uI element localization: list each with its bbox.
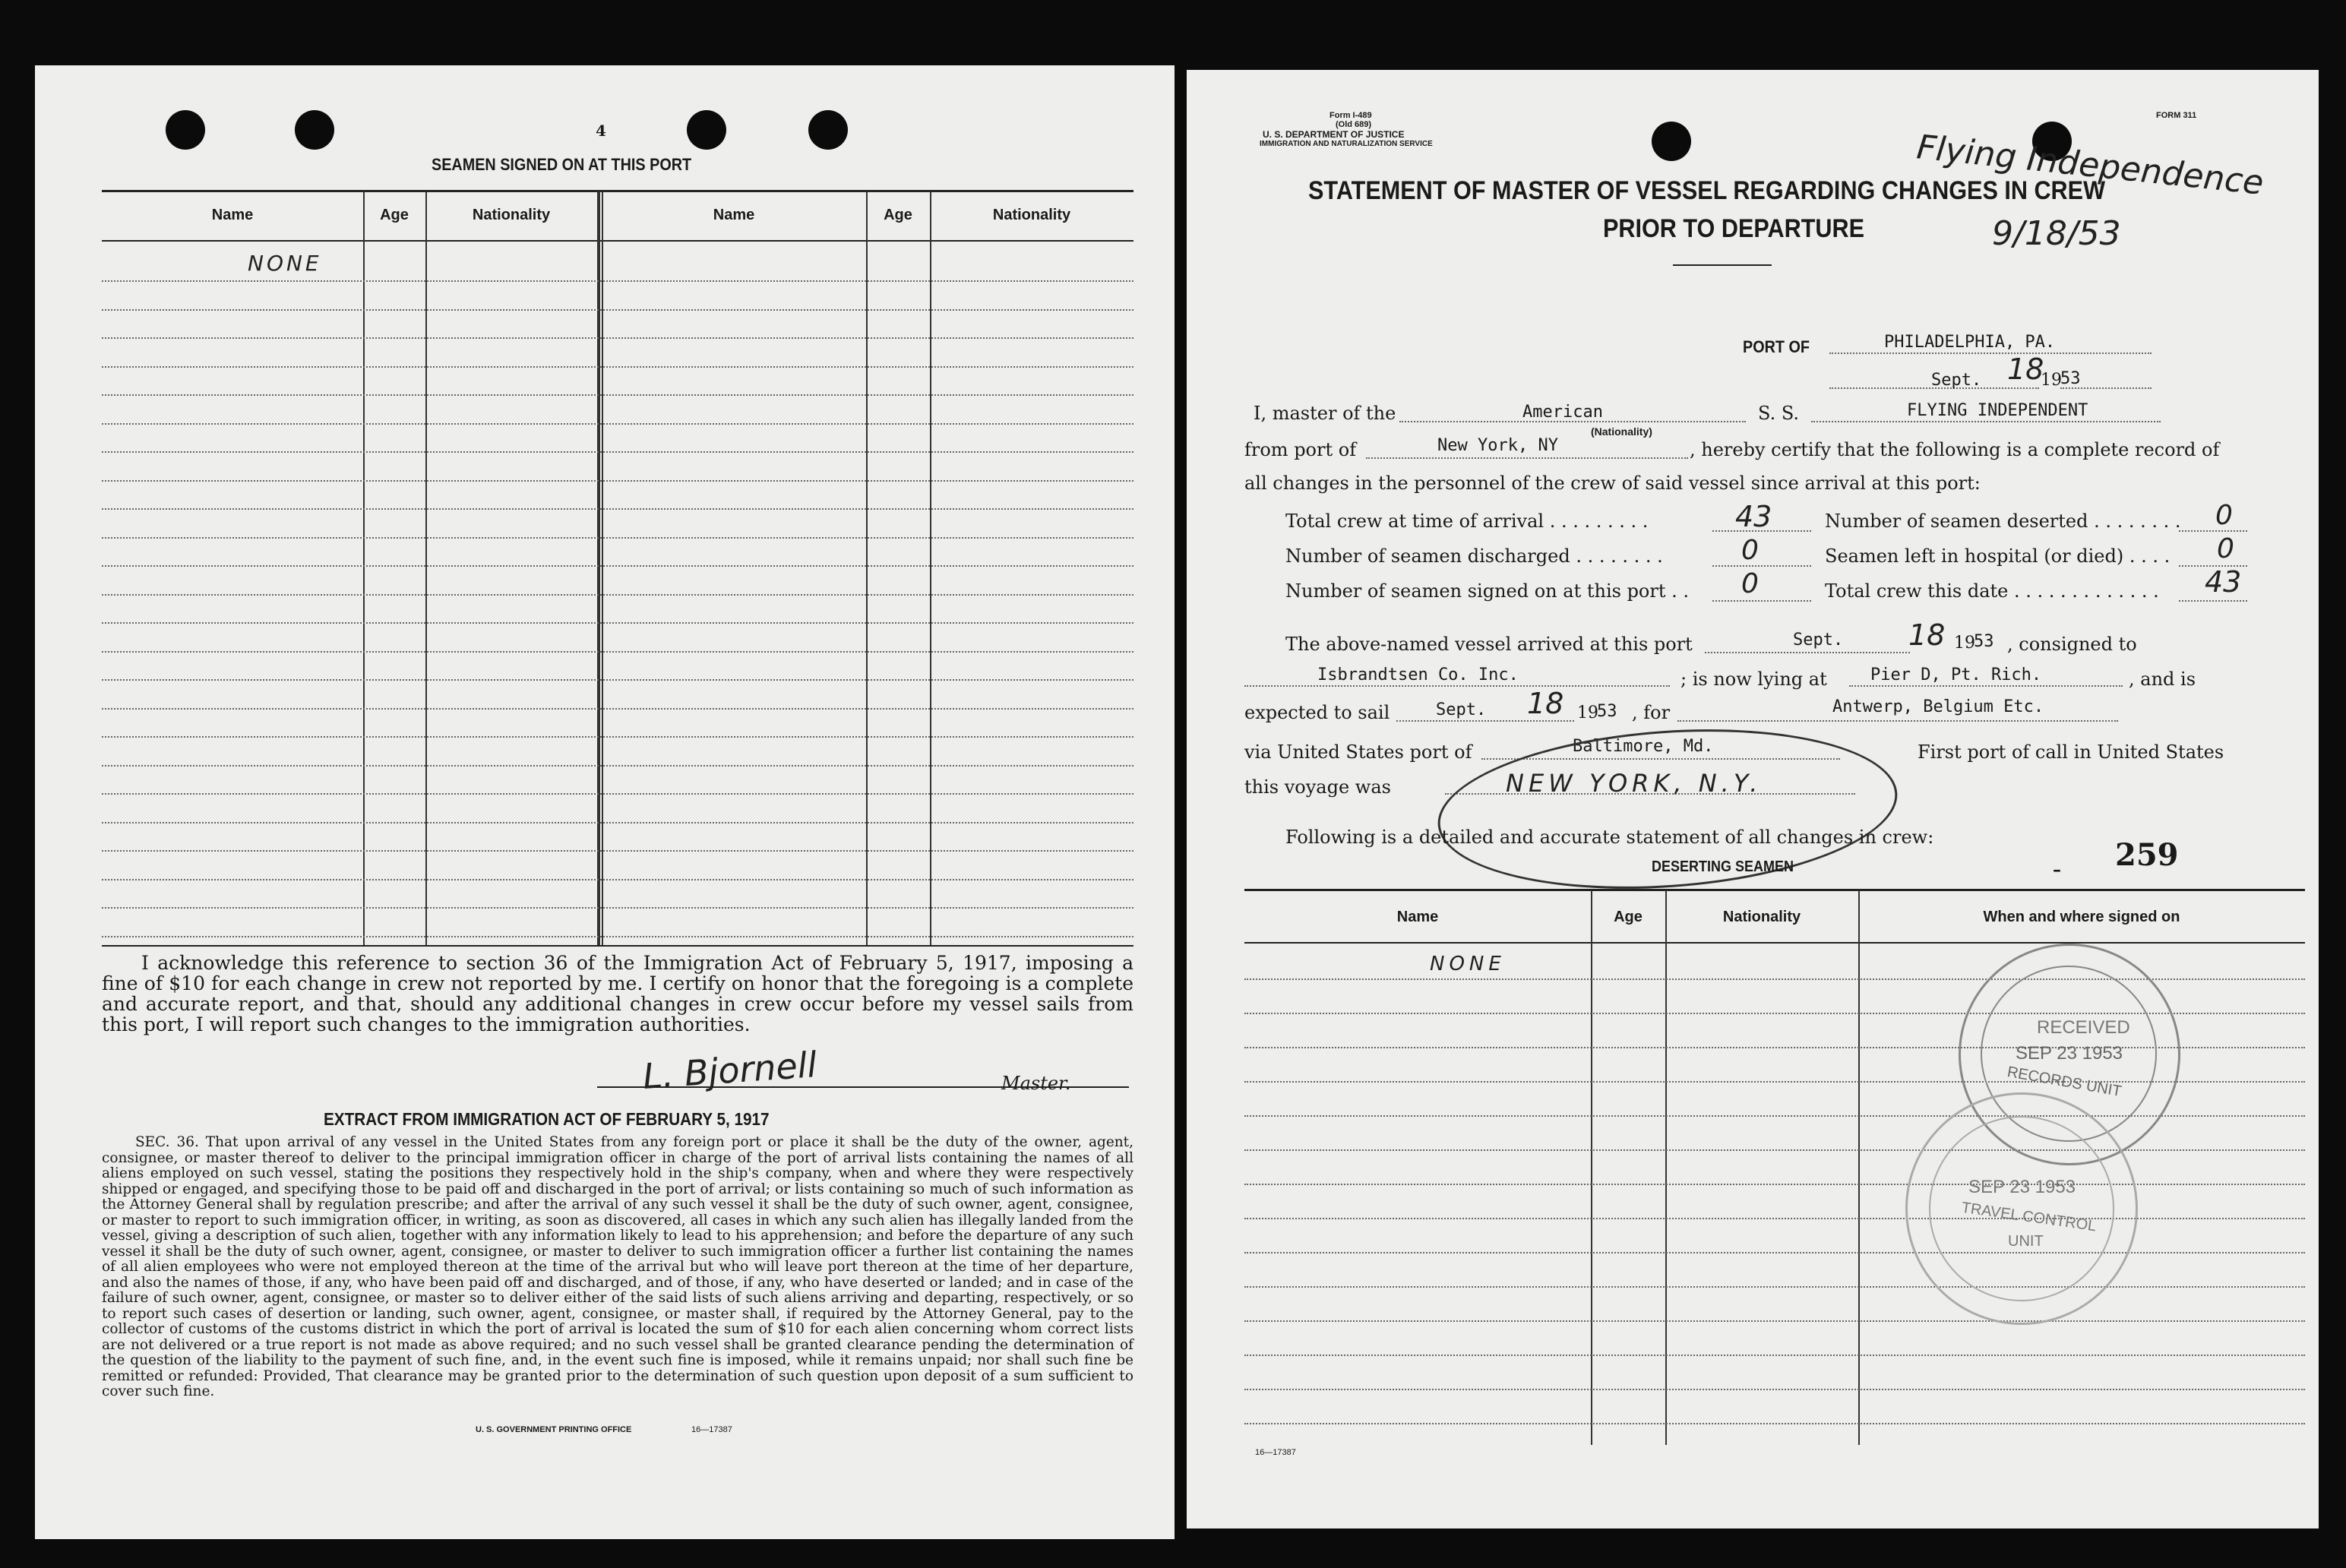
col-name: Name	[713, 207, 755, 223]
column-divider	[1665, 890, 1667, 1445]
table-row	[102, 736, 1133, 738]
form-subtitle: PRIOR TO DEPARTURE	[1603, 214, 1864, 243]
col-name: Name	[211, 207, 254, 223]
following-label: Following is a detailed and accurate statement of all changes in crew:	[1285, 827, 1934, 848]
column-divider	[1858, 890, 1860, 1445]
table-row	[1244, 1389, 2305, 1390]
nationality-caption: (Nationality)	[1591, 425, 1652, 438]
via-label: via United States port of	[1244, 741, 1472, 763]
table-row	[102, 366, 1133, 368]
table-row	[102, 280, 1133, 282]
table-row	[102, 309, 1133, 311]
column-divider	[597, 191, 600, 945]
table-row	[102, 537, 1133, 539]
arrived-day: 18	[1908, 618, 1946, 652]
stamp-unit: RECORDS UNIT	[2006, 1063, 2123, 1101]
stamp-date: SEP 23 1953	[1968, 1177, 2076, 1197]
table-row	[102, 679, 1133, 681]
table-row	[102, 508, 1133, 510]
seamen-discharged-value: 0	[1741, 535, 1759, 566]
table-top-rule	[1244, 889, 2305, 891]
arrived-month: Sept.	[1793, 631, 1844, 650]
punch-hole	[1652, 122, 1691, 161]
service: IMMIGRATION AND NATURALIZATION SERVICE	[1260, 140, 1433, 148]
punch-hole	[808, 110, 848, 150]
extract-title: EXTRACT FROM IMMIGRATION ACT OF FEBRUARY 5, 1917	[324, 1109, 770, 1129]
consigned-label: , consigned to	[2007, 634, 2137, 655]
ss-label: S. S.	[1758, 403, 1800, 424]
column-divider	[1591, 890, 1592, 1445]
column-divider	[866, 191, 868, 945]
stamp-unit: TRAVEL CONTROL	[1960, 1199, 2098, 1235]
seamen-hospital-value: 0	[2217, 533, 2234, 564]
sail-year-prefix: 19	[1577, 703, 1598, 722]
consignee: Isbrandtsen Co. Inc.	[1317, 665, 1519, 684]
via-port: Baltimore, Md.	[1573, 737, 1714, 756]
seamen-signed-on-label: Number of seamen signed on at this port . .	[1285, 580, 1690, 602]
signature-role: Master.	[1001, 1073, 1071, 1094]
form-number: 16—17387	[691, 1425, 732, 1434]
vessel-name: FLYING INDEPENDENT	[1907, 401, 2088, 420]
column-divider	[363, 191, 365, 945]
table-row	[102, 765, 1133, 767]
total-crew-arrival-label: Total crew at time of arrival . . . . . . . . .	[1285, 511, 1649, 532]
destination: Antwerp, Belgium Etc.	[1832, 697, 2044, 716]
column-divider	[425, 191, 427, 945]
title-rule	[1673, 264, 1772, 266]
left-page	[35, 65, 1175, 1539]
table-row	[102, 879, 1133, 880]
nationality-value: American	[1522, 403, 1603, 422]
table-row	[102, 907, 1133, 909]
arrived-year: 53	[1974, 632, 1994, 651]
lying-label: ; is now lying at	[1680, 669, 1827, 690]
table-row	[102, 622, 1133, 624]
section-title: SEAMEN SIGNED ON AT THIS PORT	[432, 155, 692, 174]
acknowledgement-text: I acknowledge this reference to section 36 of the Immigration Act of February 5, 1917, imposing a fine of $10 for each change in crew not reported by me. I certify on honor that the foregoing is a complete and accurate report, and that, should any additional changes in crew occur before my vessel sails from this port, I will report such changes to the immigration authorities.	[102, 952, 1133, 1035]
handwritten-entry: NONE	[248, 251, 322, 276]
sail-year: 53	[1597, 702, 1617, 721]
arrived-year-prefix: 19	[1954, 634, 1975, 653]
table-row	[102, 936, 1133, 937]
seamen-deserted-label: Number of seamen deserted . . . . . . . .	[1825, 511, 2181, 532]
travel-control-stamp	[1905, 1092, 2138, 1325]
col-when-where-signed: When and where signed on	[1983, 909, 2180, 925]
table-row	[102, 337, 1133, 339]
first-port-label: First port of call in United States	[1918, 741, 2224, 763]
table-top-rule	[102, 190, 1133, 192]
col-age: Age	[1614, 909, 1643, 925]
column-divider	[930, 191, 931, 945]
seamen-deserted-value: 0	[2215, 500, 2233, 531]
extract-text: SEC. 36. That upon arrival of any vessel in the United States from any foreign port or place it shall be the duty of the owner, agent, consignee, or master thereof to deliver to the principal immigration officer in charge of the port of arrival lists containing the names of all aliens employed on such vessel, stating the positions they respectively hold in the ship's company, when and where they were respectively shipped or engaged, and specifying those to be paid off and discharged in the port of arrival; or lists containing so much of such information as the Attorney General shall by regulation prescribe; and after the arrival of any such vessel it shall be the duty of such owner, agent, consignee, or master to report to such immigration officer, in writing, as soon as discovered, all cases in which any such alien has illegally landed from the vessel, giving a description of such alien, together with any information likely to lead to his apprehension; and before the departure of any such vessel it shall be the duty of such owner, agent, consignee, or master to deliver to such immigration officer a further list containing the names of all alien employees who were not employed thereon at the time of the arrival but who will leave port thereon at the time of her departure, and also the names of those, if any, who have been paid off and discharged, and of those, if any, who have deserted or landed; and in case of the failure of such owner, agent, consignee, or master so to deliver either of the said lists of such aliens arriving and departing, respectively, or so to report such cases of desertion or landing, such owner, agent, consignee, or master shall, if required by the Attorney General, pay to the collector of customs of the customs district in which the port of arrival is located the sum of $10 for each alien concerning whom correct lists are not delivered or a true report is not made as above required; and no such vessel shall be granted clearance pending the determination of the question of the liability to the payment of such fine, and, in the event such fine is imposed, while it remains unpaid; nor shall such fine be remitted or refunded: Provided, That clearance may be granted prior to the determination of such question upon deposit of a sum sufficient to cover such fine.	[102, 1134, 1133, 1399]
table-row	[1244, 1320, 2305, 1322]
stamp-date: SEP 23 1953	[2016, 1043, 2123, 1064]
table-row	[102, 594, 1133, 596]
punch-hole	[295, 110, 334, 150]
master-signature: L. Bjornell	[641, 1044, 818, 1097]
date-year-prefix: 19	[2041, 371, 2062, 390]
sail-day: 18	[1527, 687, 1564, 720]
table-row	[102, 822, 1133, 824]
batch-number: 259	[2115, 837, 2179, 873]
sail-month: Sept.	[1436, 700, 1487, 719]
table-row	[1244, 1184, 2305, 1185]
table-row	[1244, 1149, 2305, 1151]
table-row	[102, 423, 1133, 425]
total-crew-date-value: 43	[2205, 565, 2242, 599]
table-row	[1244, 1286, 2305, 1288]
table-row	[1244, 1218, 2305, 1219]
page-number: 4	[596, 122, 606, 140]
first-port-value: NEW YORK, N.Y.	[1506, 769, 1763, 798]
seamen-signed-on-value: 0	[1741, 568, 1759, 599]
for-label: , for	[1632, 702, 1671, 723]
handwritten-vessel-note: Flying Independence	[1914, 128, 2265, 203]
stamp-received: RECEIVED	[2037, 1017, 2130, 1038]
col-age: Age	[884, 207, 912, 223]
certify-text: , hereby certify that the following is a complete record of	[1690, 439, 2220, 460]
dash-mark: –	[2053, 860, 2061, 880]
form-corner-number: FORM 311	[2156, 111, 2197, 120]
table-row	[102, 793, 1133, 795]
right-page	[1187, 70, 2319, 1528]
port-label: PORT OF	[1743, 337, 1810, 356]
and-is-label: , and is	[2129, 669, 2196, 690]
table-row	[1244, 1252, 2305, 1253]
seamen-discharged-label: Number of seamen discharged . . . . . . . .	[1285, 545, 1663, 567]
department: U. S. DEPARTMENT OF JUSTICE	[1263, 129, 1405, 140]
from-port-value: New York, NY	[1437, 436, 1558, 455]
punch-hole	[687, 110, 726, 150]
printer-credit: U. S. GOVERNMENT PRINTING OFFICE	[476, 1425, 632, 1434]
master-label: I, master of the	[1254, 403, 1396, 424]
col-nationality: Nationality	[992, 207, 1071, 223]
stamp-unit-suffix: UNIT	[2008, 1233, 2044, 1250]
col-name: Name	[1396, 909, 1439, 925]
date-month: Sept.	[1931, 371, 1982, 390]
table-header-rule	[1244, 942, 2305, 944]
table-row	[102, 708, 1133, 710]
certify-text-continued: all changes in the personnel of the crew of said vessel since arrival at this port:	[1244, 473, 1981, 494]
table-row	[1244, 1423, 2305, 1424]
col-age: Age	[380, 207, 409, 223]
sail-label: expected to sail	[1244, 702, 1390, 723]
voyage-label: this voyage was	[1244, 776, 1391, 798]
col-nationality: Nationality	[472, 207, 551, 223]
seamen-hospital-label: Seamen left in hospital (or died) . . . .	[1825, 545, 2171, 567]
port-value: PHILADELPHIA, PA.	[1884, 333, 2056, 352]
table-header-rule	[102, 240, 1133, 242]
table-bottom-rule	[102, 945, 1133, 947]
table-row	[102, 651, 1133, 653]
date-year: 53	[2060, 369, 2081, 388]
date-day: 18	[2007, 352, 2044, 386]
punch-hole	[166, 110, 205, 150]
table-row	[102, 451, 1133, 453]
form-number: Form I-489	[1330, 111, 1372, 120]
deserting-seamen-title: DESERTING SEAMEN	[1652, 858, 1794, 875]
column-divider	[602, 191, 603, 945]
handwritten-date: 9/18/53	[1992, 214, 2121, 253]
form-old-number: (Old 689)	[1336, 120, 1372, 129]
form-number: 16—17387	[1255, 1448, 1296, 1457]
from-port-label: from port of	[1244, 439, 1357, 460]
table-row	[102, 480, 1133, 482]
table-row	[102, 850, 1133, 852]
handwritten-entry: NONE	[1430, 953, 1506, 975]
arrived-label: The above-named vessel arrived at this port	[1285, 634, 1693, 655]
table-row	[102, 394, 1133, 396]
total-crew-arrival-value: 43	[1735, 500, 1772, 533]
pier: Pier D, Pt. Rich.	[1870, 665, 2042, 684]
form-title: STATEMENT OF MASTER OF VESSEL REGARDING CHANGES IN CREW	[1308, 176, 2105, 205]
total-crew-date-label: Total crew this date . . . . . . . . . . . . .	[1825, 580, 2159, 602]
table-row	[1244, 1355, 2305, 1356]
table-row	[102, 565, 1133, 567]
col-nationality: Nationality	[1722, 909, 1801, 925]
